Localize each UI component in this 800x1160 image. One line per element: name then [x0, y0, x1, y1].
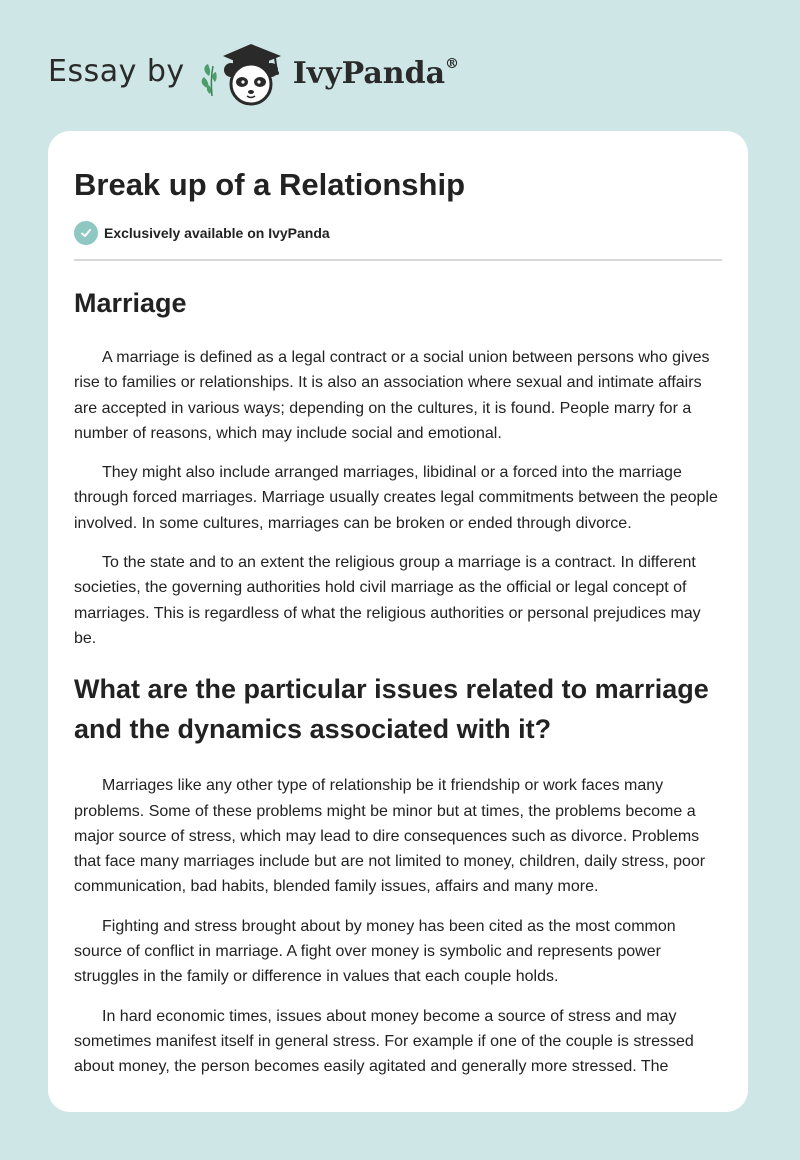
registered-mark: ®: [445, 55, 460, 72]
badge-text: Exclusively available on IvyPanda: [104, 225, 330, 241]
paragraph: They might also include arranged marriages, libidinal or a forced into the marriage through forced marriages. Marriage usually creates legal commitments between the people involved. In some cultures, marriages can be broken or ended through divorce.: [74, 464, 718, 532]
essay-card: [48, 131, 748, 1112]
site-header: [48, 36, 459, 106]
paragraph: In hard economic times, issues about money become a source of stress and may sometimes manifest itself in general stress. For example if one of the couple is stressed about money, the person becomes easily agitated and generally more stressed. The: [74, 1007, 694, 1076]
essay-title: Break up of a Relationship: [74, 167, 466, 202]
paragraph: Marriages like any other type of relationship be it friendship or work faces many problems. Some of these problems might be minor but at times, the problems become a major source of stress, which may lead to dire consequences such as divorce. Problems that face many marriages include but are not limited to money, children, daily stress, poor communication, bad habits, blended family issues, affairs and many more.: [74, 777, 706, 896]
essay-by-label: Essay by: [48, 53, 185, 89]
section-heading: Marriage: [74, 288, 187, 318]
ivypanda-logo-icon[interactable]: [195, 36, 289, 106]
section-heading: What are the particular issues related to marriage and the dynamics associated with it?: [74, 674, 709, 745]
paragraph: Fighting and stress brought about by money has been cited as the most common source of conflict in marriage. A fight over money is symbolic and represents power struggles in the family or difference in values that each couple holds.: [74, 917, 676, 986]
check-icon: [74, 221, 98, 245]
paragraph: To the state and to an extent the religious group a marriage is a contract. In different societies, the governing authorities hold civil marriage as the official or legal concept of marriages. This is regardless of what the religious authorities or personal prejudices may be.: [74, 554, 701, 647]
paragraph: A marriage is defined as a legal contract or a social union between persons who gives rise to families or relationships. It is also an association where sexual and intimate affairs are accepted in various ways; depending on the cultures, it is found. People marry for a number of reasons, which may include social and emotional.: [74, 349, 710, 442]
divider: [74, 259, 722, 261]
exclusive-badge: [74, 221, 722, 245]
brand-name[interactable]: IvyPanda®: [292, 55, 460, 91]
